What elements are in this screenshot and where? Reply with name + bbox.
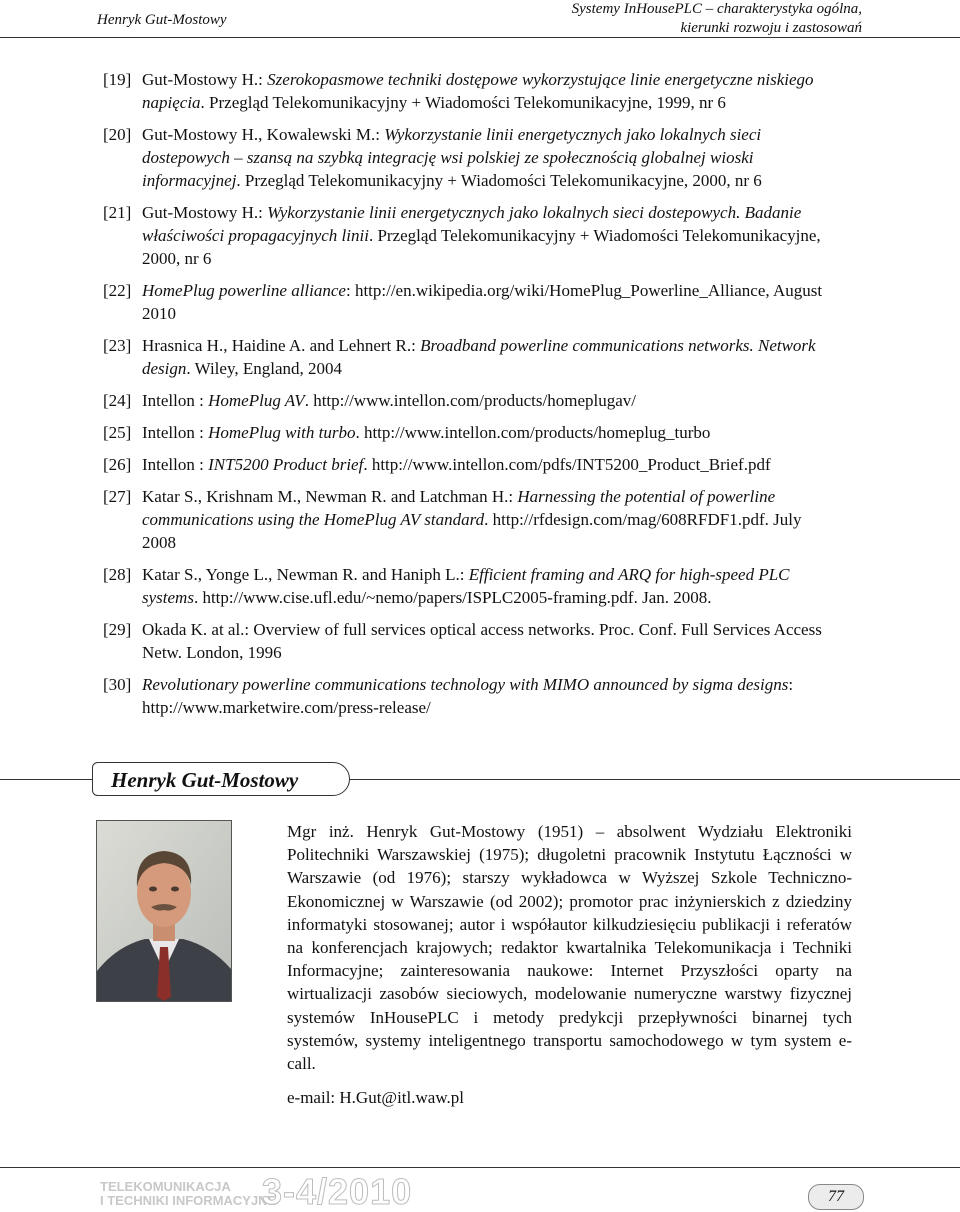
reference-number: [25] (103, 423, 132, 442)
reference-item (103, 673, 838, 719)
reference-source: . Wiley, England, 2004 (186, 359, 342, 378)
header-divider (0, 37, 960, 38)
reference-authors: Intellon : (142, 423, 209, 442)
reference-source: . http://www.intellon.com/products/homeplugav/ (304, 391, 636, 410)
reference-authors: Intellon : (142, 391, 209, 410)
author-email[interactable]: e-mail: H.Gut@itl.waw.pl (287, 1088, 464, 1108)
reference-authors: Gut-Mostowy H.: (142, 203, 268, 222)
reference-number: [24] (103, 391, 132, 410)
reference-item (103, 123, 838, 192)
issue-number: 3-4/2010 (262, 1171, 413, 1212)
reference-title: INT5200 Product brief (208, 455, 364, 474)
reference-number: [21] (103, 203, 132, 222)
reference-authors: Okada K. at al.: Overview of full services optical access networks. Proc. Conf. Full Services Access Netw. London, 1996 (142, 620, 822, 662)
reference-title: HomePlug with turbo (208, 423, 356, 442)
footer-divider (0, 1167, 960, 1168)
running-header-title (572, 0, 862, 38)
bio-heading: Henryk Gut-Mostowy (92, 762, 350, 796)
running-header-author: Henryk Gut-Mostowy (97, 12, 227, 28)
reference-source: . Przegląd Telekomunikacyjny + Wiadomości Telekomunikacyjne, 1999, nr 6 (200, 93, 726, 112)
reference-list (103, 68, 838, 728)
reference-number: [27] (103, 487, 132, 506)
reference-title: HomePlug AV (208, 391, 305, 410)
journal-name-line1: TELEKOMUNIKACJA (100, 1179, 231, 1194)
reference-source: . http://www.intellon.com/pdfs/INT5200_Product_Brief.pdf (363, 455, 771, 474)
reference-source: . http://rfdesign.com/mag/608RFDF1.pdf. July 2008 (142, 510, 802, 552)
reference-item (103, 279, 838, 325)
reference-source: . http://www.intellon.com/products/homeplug_turbo (355, 423, 711, 442)
reference-item (103, 68, 838, 114)
reference-item (103, 201, 838, 270)
reference-number: [30] (103, 675, 132, 694)
reference-item (103, 485, 838, 554)
reference-source: . Przegląd Telekomunikacyjny + Wiadomości Telekomunikacyjne, 2000, nr 6 (236, 171, 762, 190)
reference-authors: Gut-Mostowy H.: (142, 70, 268, 89)
reference-source: . Przegląd Telekomunikacyjny + Wiadomości Telekomunikacyjne, 2000, nr 6 (142, 226, 821, 268)
reference-number: [26] (103, 455, 132, 474)
reference-item (103, 563, 838, 609)
reference-number: [29] (103, 620, 132, 639)
reference-source: . http://www.cise.ufl.edu/~nemo/papers/ISPLC2005-framing.pdf. Jan. 2008. (193, 588, 712, 607)
bio-paragraph: Mgr inż. Henryk Gut-Mostowy (1951) – absolwent Wydziału Elektroniki Politechniki Warszawskiej (1975); długoletni pracownik Instytutu Łączności w Warszawie (od 1976); starszy wykładowca w Wyższej Szkole Techniczno-Ekonomicznej w Warszawie (od 2002); promotor prac inżynierskich z dziedziny informatyki stosowanej; autor i współautor kilkudziesięciu publikacji i referatów na konferencjach krajowych; redaktor kwartalnika Telekomunikacja i Techniki Informacyjne; zainteresowania naukowe: Internet Przyszłości oparty na wirtualizacji zasobów sieciowych, modelowanie numeryczne warstwy fizycznej systemów InHousePLC i metody predykcji przepływności binarnej tych systemów, systemy inteligentnego transportu samochodowego w tym system e-call. (287, 822, 852, 1074)
reference-title: Harnessing the potential of powerline communications using the HomePlug AV standard (142, 487, 776, 529)
reference-title: Revolutionary powerline communications technology with MIMO announced by sigma designs (142, 675, 789, 694)
reference-authors: Gut-Mostowy H., Kowalewski M.: (142, 125, 385, 144)
reference-title: Wykorzystanie linii energetycznych jako lokalnych sieci dostepowych. Badanie właściwości propagacyjnych linii (142, 203, 802, 245)
bio-body (287, 820, 852, 1109)
author-portrait-image (97, 821, 231, 1001)
reference-source: : http://en.wikipedia.org/wiki/HomePlug_Powerline_Alliance, August 2010 (142, 281, 823, 323)
reference-title: Efficient framing and ARQ for high-speed PLC systems (142, 565, 790, 607)
reference-number: [19] (103, 70, 132, 89)
reference-authors: Hrasnica H., Haidine A. and Lehnert R.: (142, 336, 421, 355)
running-header-title-line2: kierunki rozwoju i zastosowań (680, 20, 862, 36)
reference-authors: Katar S., Yonge L., Newman R. and Haniph L.: (142, 565, 469, 584)
reference-item (103, 334, 838, 380)
reference-number: [22] (103, 281, 132, 300)
reference-authors: Katar S., Krishnam M., Newman R. and Latchman H.: (142, 487, 518, 506)
reference-title: Broadband powerline communications networks. Network design (142, 336, 816, 378)
reference-item (103, 389, 838, 412)
reference-item (103, 421, 838, 444)
reference-source: : http://www.marketwire.com/press-release/ (142, 675, 794, 717)
reference-title: HomePlug powerline alliance (142, 281, 346, 300)
author-photo (96, 820, 232, 1002)
reference-title: Wykorzystanie linii energetycznych jako lokalnych sieci dostepowych – szansą na szybką integrację wsi polskiej ze społecznością globalnej wioski informacyjnej (142, 125, 762, 190)
page-number: 77 (808, 1184, 864, 1210)
journal-logo (100, 1180, 276, 1208)
reference-authors: Intellon : (142, 455, 209, 474)
reference-number: [20] (103, 125, 132, 144)
journal-name-line2: I TECHNIKI INFORMACYJNE (100, 1193, 277, 1208)
running-header-title-line1: Systemy InHousePLC – charakterystyka ogólna, (571, 1, 862, 17)
reference-title: Szerokopasmowe techniki dostępowe wykorzystujące linie energetyczne niskiego napięcia (142, 70, 814, 112)
reference-item (103, 453, 838, 476)
reference-item (103, 618, 838, 664)
reference-number: [28] (103, 565, 132, 584)
reference-number: [23] (103, 336, 132, 355)
